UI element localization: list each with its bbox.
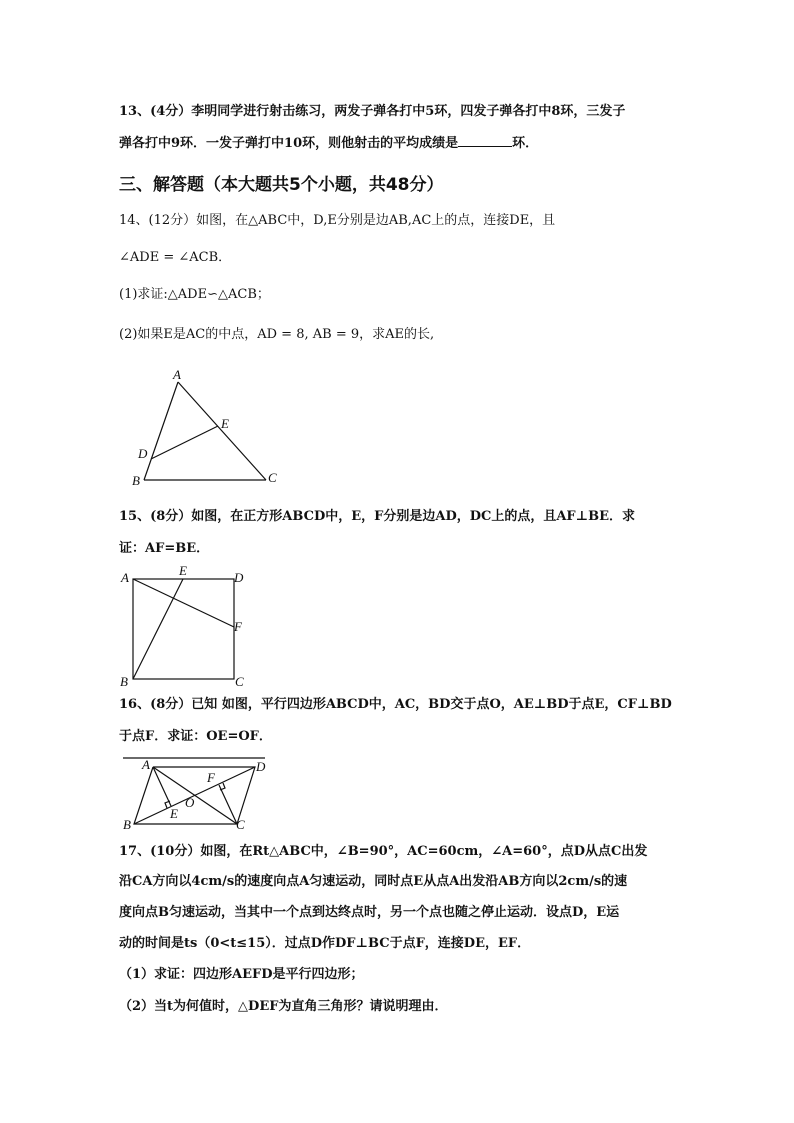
- q14-triangle-figure: [120, 360, 290, 490]
- q13-line2: [119, 134, 538, 153]
- q14-label-C: C: [268, 470, 277, 485]
- q14-label-D: D: [138, 446, 148, 461]
- q15-label-A: A: [121, 570, 129, 585]
- q16-parallelogram-figure: [115, 756, 275, 834]
- q15-label-D: D: [234, 570, 244, 585]
- q14-side-AC: [178, 382, 266, 480]
- section-title: 三、解答题（本大题共5个小题，共48分）: [119, 175, 444, 195]
- q13-answer-blank[interactable]: [458, 134, 512, 147]
- q16-diagonal-BD: [134, 767, 255, 824]
- q15-line1: 15、(8分）如图，在正方形ABCD中，E，F分别是边AD，DC上的点，且AF⊥BE．求: [119, 509, 636, 524]
- q14-line1: 14、(12分）如图，在△ABC中，D,E分别是边AB,AC上的点，连接DE，且: [119, 213, 556, 228]
- q16-label-E: E: [170, 806, 178, 821]
- q16-label-F: F: [207, 770, 215, 785]
- q16-line1: 16、(8分）已知 如图，平行四边形ABCD中，AC，BD交于点O，AE⊥BD于点E，CF⊥BD: [119, 697, 672, 712]
- q16-label-A: A: [142, 757, 150, 772]
- q17-part2: （2）当t为何值时，△DEF为直角三角形？请说明理由．: [119, 999, 448, 1014]
- q14-part2: (2)如果E是AC的中点，AD = 8, AB = 9，求AE的长,: [119, 327, 435, 342]
- q15-square-figure: [115, 562, 255, 692]
- q16-line2: 于点F．求证：OE=OF．: [119, 729, 272, 744]
- q17-line3: 度向点B匀速运动，当其中一个点到达终点时，另一个点也随之停止运动．设点D，E运: [119, 905, 620, 920]
- q14-label-E: E: [221, 416, 229, 431]
- q15-segment-AF: [133, 579, 234, 627]
- q14-line2: ∠ADE = ∠ACB．: [119, 250, 232, 265]
- q13-line1: 13、(4分）李明同学进行射击练习，两发子弹各打中5环，四发子弹各打中8环，三发子: [119, 104, 626, 119]
- q15-segment-BE: [133, 579, 183, 679]
- q17-part1: （1）求证：四边形AEFD是平行四边形；: [119, 967, 364, 982]
- q16-label-O: O: [185, 795, 195, 810]
- q14-side-AB: [144, 382, 178, 480]
- q15-label-B: B: [120, 674, 128, 689]
- q13-line2-end: 环．: [512, 136, 539, 151]
- q14-part1: (1)求证:△ADE∽△ACB；: [119, 287, 270, 302]
- q15-square-ABCD: [133, 579, 234, 679]
- q16-label-C: C: [236, 817, 245, 832]
- q15-label-E: E: [179, 563, 187, 578]
- q16-label-D: D: [256, 759, 266, 774]
- q14-label-B: B: [132, 473, 140, 488]
- q17-line4: 动的时间是ts（0<t≤15）．过点D作DF⊥BC于点F，连接DE，EF．: [119, 936, 531, 951]
- q15-label-F: F: [234, 619, 242, 634]
- q13-line2-text: 弹各打中9环．一发子弹打中10环，则他射击的平均成绩是: [119, 136, 459, 151]
- q14-label-A: A: [173, 367, 181, 382]
- q15-line2: 证：AF=BE．: [119, 541, 210, 556]
- q17-line1: 17、(10分）如图，在Rt△ABC中，∠B=90°，AC=60cm，∠A=60°，点D从点C出发: [119, 844, 648, 859]
- q15-label-C: C: [235, 674, 244, 689]
- q17-line2: 沿CA方向以4cm/s的速度向点A匀速运动，同时点E从点A出发沿AB方向以2cm/s的速: [119, 874, 628, 889]
- q16-label-B: B: [123, 817, 131, 832]
